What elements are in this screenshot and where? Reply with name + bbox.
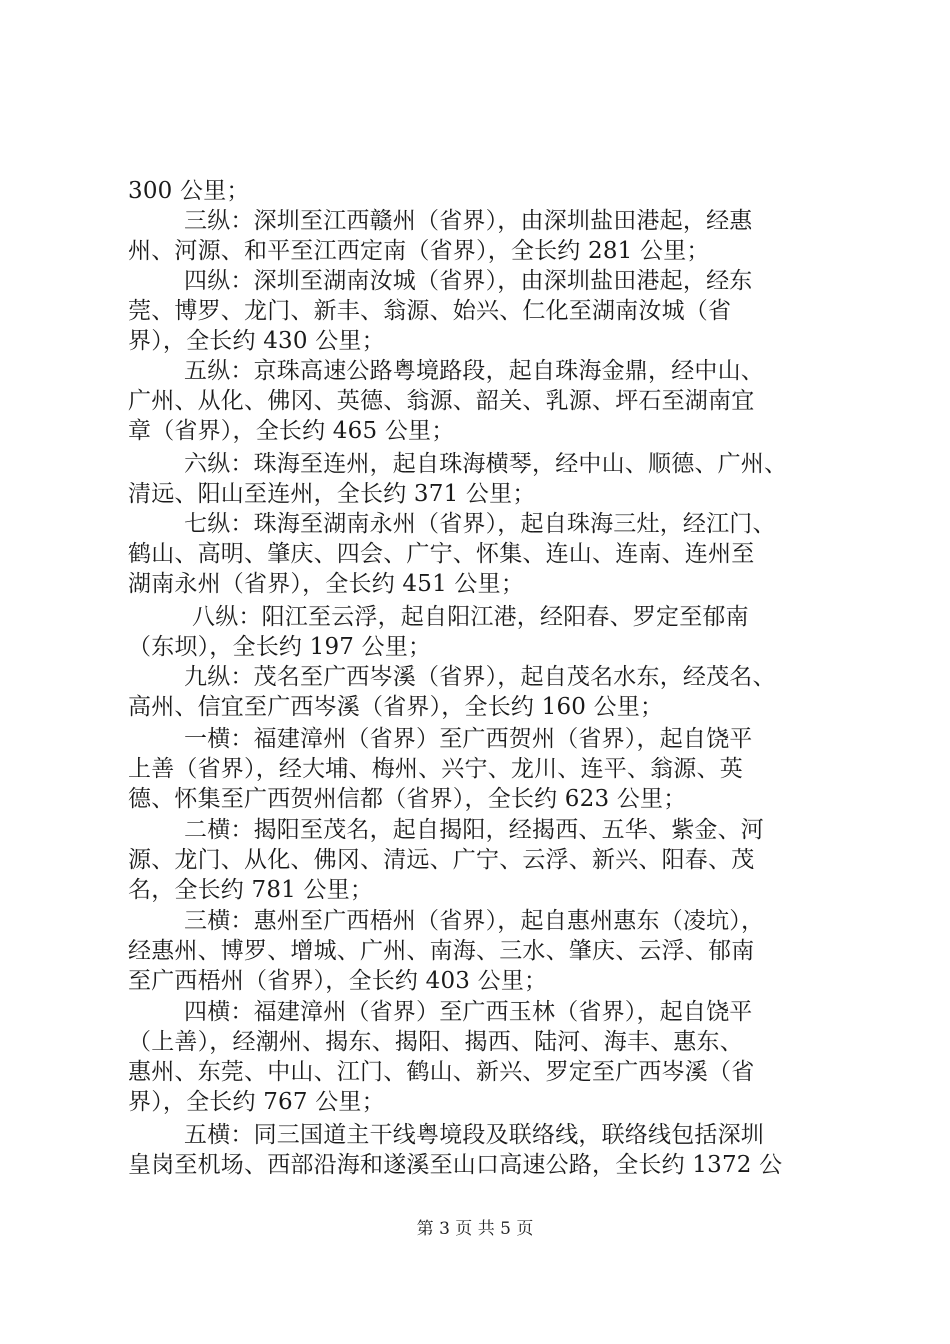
text-line: （上善），经潮州、揭东、揭阳、揭西、陆河、海丰、惠东、	[128, 1029, 743, 1055]
text-line: 九纵：茂名至广西岑溪（省界），起自茂名水东，经茂名、	[184, 664, 776, 690]
text-line: 清远、阳山至连州，全长约 371 公里；	[128, 481, 536, 507]
text-line: 三纵：深圳至江西赣州（省界），由深圳盐田港起，经惠	[184, 208, 753, 234]
text-line: 七纵：珠海至湖南永州（省界），起自珠海三灶，经江门、	[184, 511, 776, 537]
text-line: 鹤山、高明、肇庆、四会、广宁、怀集、连山、连南、连州至	[128, 541, 755, 567]
text-line: 至广西梧州（省界），全长约 403 公里；	[128, 968, 548, 994]
text-line: 四纵：深圳至湖南汝城（省界），由深圳盐田港起，经东	[184, 268, 753, 294]
text-line: 惠州、东莞、中山、江门、鹤山、新兴、罗定至广西岑溪（省	[128, 1059, 755, 1085]
text-line: 德、怀集至广西贺州信都（省界），全长约 623 公里；	[128, 786, 687, 812]
text-line: 皇岗至机场、西部沿海和遂溪至山口高速公路，全长约 1372 公	[128, 1152, 783, 1178]
text-line: 上善（省界），经大埔、梅州、兴宁、龙川、连平、翁源、英	[128, 756, 743, 782]
text-line: 经惠州、博罗、增城、广州、南海、三水、肇庆、云浮、郁南	[128, 938, 755, 964]
text-line: 八纵：阳江至云浮，起自阳江港，经阳春、罗定至郁南	[192, 604, 749, 630]
text-line: 高州、信宜至广西岑溪（省界），全长约 160 公里；	[128, 694, 664, 720]
text-line: 界），全长约 767 公里；	[128, 1089, 385, 1115]
text-line: 三横：惠州至广西梧州（省界），起自惠州惠东（凌坑），	[184, 908, 765, 934]
page-number-footer: 第 3 页 共 5 页	[416, 1219, 534, 1239]
text-line: 300 公里；	[128, 178, 250, 204]
text-line: 五纵：京珠高速公路粤境路段，起自珠海金鼎，经中山、	[184, 358, 764, 384]
text-line: （东坝），全长约 197 公里；	[128, 634, 432, 660]
text-line: 章（省界），全长约 465 公里；	[128, 418, 455, 444]
text-line: 二横：揭阳至茂名，起自揭阳，经揭西、五华、紫金、河	[184, 817, 764, 843]
text-line: 名，全长约 781 公里；	[128, 877, 374, 903]
text-line: 州、河源、和平至江西定南（省界），全长约 281 公里；	[128, 238, 710, 264]
text-line: 一横：福建漳州（省界）至广西贺州（省界），起自饶平	[184, 726, 753, 752]
text-line: 湖南永州（省界），全长约 451 公里；	[128, 571, 525, 597]
text-line: 四横：福建漳州（省界）至广西玉林（省界），起自饶平	[184, 999, 753, 1025]
text-line: 五横：同三国道主干线粤境段及联络线，联络线包括深圳	[184, 1122, 764, 1148]
text-line: 莞、博罗、龙门、新丰、翁源、始兴、仁化至湖南汝城（省	[128, 298, 732, 324]
text-line: 广州、从化、佛冈、英德、翁源、韶关、乳源、坪石至湖南宜	[128, 388, 755, 414]
text-line: 界），全长约 430 公里；	[128, 328, 385, 354]
text-line: 源、龙门、从化、佛冈、清远、广宁、云浮、新兴、阳春、茂	[128, 847, 755, 873]
text-line: 六纵：珠海至连州，起自珠海横琴，经中山、顺德、广州、	[184, 451, 788, 477]
